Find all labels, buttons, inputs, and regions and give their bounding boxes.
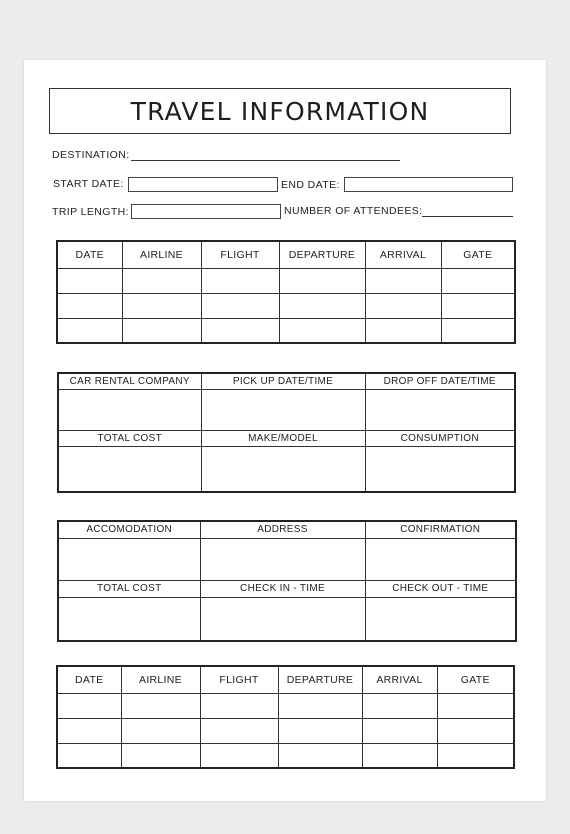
table-cell[interactable]: [362, 718, 437, 743]
flight-1-header-flight: FLIGHT: [201, 241, 279, 268]
end-date-field[interactable]: [344, 177, 513, 192]
table-cell[interactable]: [57, 318, 122, 343]
flight-2-header-departure: DEPARTURE: [278, 666, 362, 693]
table-cell[interactable]: [58, 389, 201, 430]
table-cell[interactable]: [441, 293, 515, 318]
table-cell[interactable]: [365, 318, 441, 343]
table-row: [57, 318, 515, 343]
check-out-header: CHECK OUT - TIME: [365, 580, 516, 597]
table-row: [58, 597, 516, 641]
consumption-header: CONSUMPTION: [365, 430, 515, 446]
car-rental-table: [57, 372, 516, 493]
table-row: [57, 293, 515, 318]
flight-1-header-arrival: ARRIVAL: [365, 241, 441, 268]
table-cell[interactable]: [365, 268, 441, 293]
flight-table-2-header-row: [57, 666, 514, 693]
table-cell[interactable]: [121, 743, 200, 768]
trip-length-label: TRIP LENGTH:: [52, 206, 129, 218]
table-cell[interactable]: [437, 718, 514, 743]
flight-2-header-arrival: ARRIVAL: [362, 666, 437, 693]
flight-table-1-header-row: [57, 241, 515, 268]
table-cell[interactable]: [201, 389, 365, 430]
table-cell[interactable]: [365, 538, 516, 580]
table-cell[interactable]: [278, 693, 362, 718]
table-cell[interactable]: [365, 293, 441, 318]
table-cell[interactable]: [200, 597, 365, 641]
car-header-row-2: [58, 430, 515, 446]
table-cell[interactable]: [201, 268, 279, 293]
table-cell[interactable]: [437, 743, 514, 768]
table-row: [58, 446, 515, 492]
table-cell[interactable]: [201, 318, 279, 343]
table-cell[interactable]: [441, 268, 515, 293]
table-cell[interactable]: [200, 718, 278, 743]
table-cell[interactable]: [122, 268, 201, 293]
table-cell[interactable]: [279, 268, 365, 293]
drop-off-header: DROP OFF DATE/TIME: [365, 373, 515, 389]
table-row: [57, 718, 514, 743]
table-cell[interactable]: [201, 446, 365, 492]
flight-1-header-date: DATE: [57, 241, 122, 268]
confirmation-header: CONFIRMATION: [365, 521, 516, 538]
table-cell[interactable]: [58, 538, 200, 580]
accommodation-header-row-1: [58, 521, 516, 538]
table-cell[interactable]: [362, 743, 437, 768]
destination-field[interactable]: [131, 160, 400, 161]
flight-2-header-airline: AIRLINE: [121, 666, 200, 693]
table-cell[interactable]: [57, 743, 121, 768]
table-cell[interactable]: [200, 743, 278, 768]
table-row: [58, 538, 516, 580]
table-cell[interactable]: [57, 693, 121, 718]
table-row: [57, 693, 514, 718]
table-cell[interactable]: [57, 268, 122, 293]
flight-table-1: [56, 240, 516, 344]
table-cell[interactable]: [57, 718, 121, 743]
table-cell[interactable]: [121, 693, 200, 718]
flight-2-header-date: DATE: [57, 666, 121, 693]
check-in-header: CHECK IN - TIME: [200, 580, 365, 597]
flight-2-header-flight: FLIGHT: [200, 666, 278, 693]
table-cell[interactable]: [278, 743, 362, 768]
table-cell[interactable]: [122, 318, 201, 343]
table-cell[interactable]: [58, 597, 200, 641]
make-model-header: MAKE/MODEL: [201, 430, 365, 446]
table-row: [57, 268, 515, 293]
table-cell[interactable]: [122, 293, 201, 318]
table-cell[interactable]: [437, 693, 514, 718]
accomodation-header: ACCOMODATION: [58, 521, 200, 538]
car-rental-company-header: CAR RENTAL COMPANY: [58, 373, 201, 389]
flight-table-2: [56, 665, 515, 769]
table-row: [58, 389, 515, 430]
pick-up-header: PICK UP DATE/TIME: [201, 373, 365, 389]
table-cell[interactable]: [200, 538, 365, 580]
table-cell[interactable]: [201, 293, 279, 318]
table-cell[interactable]: [279, 293, 365, 318]
accommodation-total-cost-header: TOTAL COST: [58, 580, 200, 597]
trip-length-field[interactable]: [131, 204, 281, 219]
flight-1-header-airline: AIRLINE: [122, 241, 201, 268]
table-cell[interactable]: [365, 389, 515, 430]
attendees-field[interactable]: [422, 216, 513, 217]
flight-1-header-departure: DEPARTURE: [279, 241, 365, 268]
table-cell[interactable]: [279, 318, 365, 343]
table-cell[interactable]: [365, 446, 515, 492]
address-header: ADDRESS: [200, 521, 365, 538]
start-date-label: START DATE:: [53, 178, 124, 190]
table-cell[interactable]: [57, 293, 122, 318]
car-header-row-1: [58, 373, 515, 389]
destination-label: DESTINATION:: [52, 149, 130, 161]
flight-1-header-gate: GATE: [441, 241, 515, 268]
table-cell[interactable]: [58, 446, 201, 492]
table-cell[interactable]: [278, 718, 362, 743]
page-title: TRAVEL INFORMATION: [130, 96, 430, 126]
table-cell[interactable]: [200, 693, 278, 718]
end-date-label: END DATE:: [281, 179, 340, 191]
table-row: [57, 743, 514, 768]
flight-2-header-gate: GATE: [437, 666, 514, 693]
start-date-field[interactable]: [128, 177, 278, 192]
accommodation-table: [57, 520, 517, 642]
table-cell[interactable]: [362, 693, 437, 718]
title-box: [49, 88, 511, 134]
attendees-label: NUMBER OF ATTENDEES:: [284, 205, 423, 217]
table-cell[interactable]: [365, 597, 516, 641]
table-cell[interactable]: [121, 718, 200, 743]
car-total-cost-header: TOTAL COST: [58, 430, 201, 446]
accommodation-header-row-2: [58, 580, 516, 597]
table-cell[interactable]: [441, 318, 515, 343]
